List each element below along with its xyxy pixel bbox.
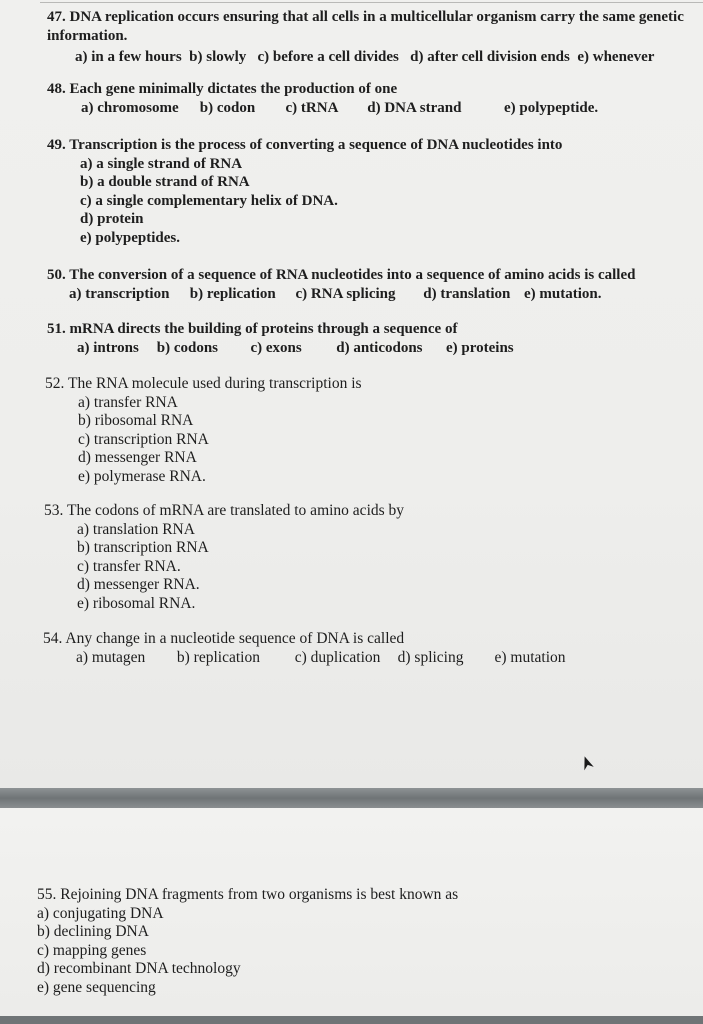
option-b: b) replication xyxy=(176,648,260,666)
option-a: a) transcription xyxy=(69,285,170,302)
option-e: e) mutation. xyxy=(524,285,602,302)
page-top-rule xyxy=(40,2,703,3)
option-d: d) translation xyxy=(423,285,511,302)
option-a: a) in a few hours xyxy=(75,49,182,65)
question-stem: Rejoining DNA fragments from two organisms is best known as xyxy=(60,886,459,903)
option-b: b) ribosomal RNA xyxy=(78,412,194,429)
question-number: 52. xyxy=(45,375,65,392)
option-c: c) RNA splicing xyxy=(295,285,396,302)
option-a: a) mutagen xyxy=(76,648,146,666)
question-stem-continued: information. xyxy=(47,27,128,44)
option-e: e) polypeptide. xyxy=(504,99,599,116)
option-e: e) polypeptides. xyxy=(80,229,181,246)
question-number: 51. xyxy=(47,321,66,337)
question-49 xyxy=(47,136,562,247)
option-d: d) recombinant DNA technology xyxy=(37,960,241,977)
option-b: b) transcription RNA xyxy=(77,539,209,556)
question-number: 47. xyxy=(47,9,66,25)
page-separator xyxy=(0,788,703,808)
option-d: d) protein xyxy=(80,211,144,227)
option-row xyxy=(43,649,566,668)
option-b: b) slowly xyxy=(189,49,247,65)
question-47 xyxy=(47,8,684,67)
option-row xyxy=(47,285,635,304)
bottom-edge xyxy=(0,1016,703,1024)
question-stem: mRNA directs the building of proteins through a sequence of xyxy=(69,321,458,337)
question-number: 54. xyxy=(43,630,63,647)
question-number: 53. xyxy=(44,502,64,519)
option-e: e) polymerase RNA. xyxy=(78,467,206,485)
option-b: b) declining DNA xyxy=(37,923,149,940)
mouse-pointer-icon xyxy=(580,755,594,776)
option-d: d) anticodons xyxy=(336,339,423,356)
option-c: c) transfer RNA. xyxy=(77,557,181,575)
option-a: a) introns xyxy=(77,339,139,356)
option-d: d) messenger RNA xyxy=(78,449,197,466)
question-stem: Transcription is the process of converting a sequence of DNA nucleotides into xyxy=(69,137,563,153)
question-55 xyxy=(37,886,458,997)
question-number: 49. xyxy=(47,137,66,153)
option-c: c) tRNA xyxy=(285,99,339,116)
option-e: e) ribosomal RNA. xyxy=(77,594,196,612)
option-d: d) messenger RNA. xyxy=(77,576,200,593)
option-e: e) whenever xyxy=(577,49,655,65)
option-d: d) splicing xyxy=(397,648,464,666)
question-stem: The codons of mRNA are translated to amino acids by xyxy=(66,502,405,519)
option-c: c) mapping genes xyxy=(37,941,147,959)
option-c: c) exons xyxy=(250,339,302,356)
option-d: d) after cell division ends xyxy=(410,49,570,65)
option-c: c) a single complementary helix of DNA. xyxy=(80,192,338,209)
question-stem: DNA replication occurs ensuring that all cells in a multicellular organism carry the same genetic xyxy=(69,9,684,25)
option-row xyxy=(47,99,598,118)
option-a: a) transfer RNA xyxy=(78,393,178,411)
option-e: e) gene sequencing xyxy=(37,978,156,996)
question-54 xyxy=(43,630,566,667)
question-51 xyxy=(47,320,514,357)
option-a: a) conjugating DNA xyxy=(37,904,164,922)
option-row xyxy=(47,339,514,358)
question-number: 48. xyxy=(47,81,66,97)
question-stem: The RNA molecule used during transcription is xyxy=(67,375,362,392)
option-a: a) translation RNA xyxy=(77,520,195,538)
option-b: b) a double strand of RNA xyxy=(80,174,250,190)
option-b: b) codon xyxy=(199,99,256,116)
question-53 xyxy=(44,502,404,613)
question-stem: The conversion of a sequence of RNA nucleotides into a sequence of amino acids is called xyxy=(69,267,636,283)
question-52 xyxy=(45,375,362,486)
option-c: c) before a cell divides xyxy=(257,49,399,65)
option-a: a) a single strand of RNA xyxy=(80,155,243,172)
question-stem: Any change in a nucleotide sequence of DNA is called xyxy=(65,630,405,647)
option-e: e) mutation xyxy=(494,648,566,666)
option-b: b) replication xyxy=(189,285,276,302)
question-number: 55. xyxy=(37,886,57,903)
option-c: c) duplication xyxy=(294,648,381,666)
worksheet-page-bottom xyxy=(0,808,703,1016)
question-50 xyxy=(47,266,635,303)
option-c: c) transcription RNA xyxy=(78,430,209,448)
option-row xyxy=(47,48,684,67)
option-d: d) DNA strand xyxy=(367,99,462,116)
question-48 xyxy=(47,80,598,117)
option-a: a) chromosome xyxy=(81,99,179,116)
question-number: 50. xyxy=(47,267,66,283)
option-b: b) codons xyxy=(156,339,219,356)
question-stem: Each gene minimally dictates the production of one xyxy=(69,81,398,97)
option-e: e) proteins xyxy=(446,339,514,356)
